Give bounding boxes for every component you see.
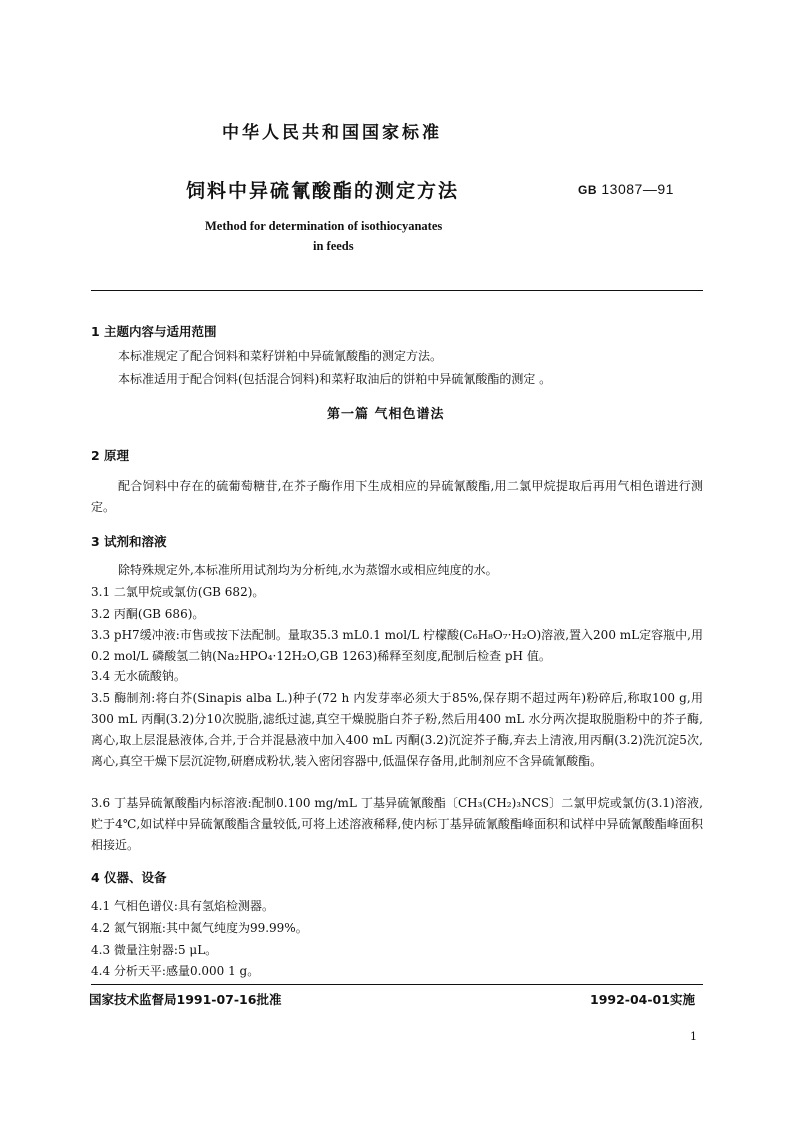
standard-code-prefix: GB bbox=[578, 183, 597, 197]
section-3-item-2: 3.2 丙酮(GB 686)。 bbox=[91, 607, 205, 621]
english-title-line2: in feeds bbox=[313, 239, 354, 253]
section-1-line-1: 本标准规定了配合饲料和菜籽饼粕中异硫氰酸酯的测定方法。 bbox=[118, 349, 443, 363]
section-1-line-2: 本标准适用于配合饲料(包括混合饲料)和菜籽取油后的饼粕中异硫氰酸酯的测定 。 bbox=[118, 372, 552, 386]
standard-code-number: 13087—91 bbox=[601, 181, 674, 197]
standard-code bbox=[578, 181, 674, 197]
section-1-heading: 1 主题内容与适用范围 bbox=[91, 324, 217, 339]
section-2-heading: 2 原理 bbox=[91, 448, 130, 463]
section-3-item-6: 3.6 丁基异硫氰酸酯内标溶液:配制0.100 mg/mL 丁基异硫氰酸酯〔CH₃(CH₂)₃NCS〕二氯甲烷或氯仿(3.1)溶液,贮于4℃,如试样中异硫氰酸酯含量较低,可将上述溶液稀释,使内标丁基异硫氰酸酯峰面积和试样中异硫氰酸酯峰面积相接近。 bbox=[91, 796, 703, 852]
english-title-line1: Method for determination of isothiocyanates bbox=[205, 219, 443, 233]
section-3-item-4: 3.4 无水硫酸钠。 bbox=[91, 669, 186, 683]
footer-rule bbox=[91, 984, 703, 985]
document-title: 饲料中异硫氰酸酯的测定方法 bbox=[186, 180, 460, 202]
section-4-item-3: 4.3 微量注射器:5 μL。 bbox=[91, 943, 218, 957]
section-3-heading: 3 试剂和溶液 bbox=[91, 534, 167, 549]
header-rule bbox=[91, 290, 703, 291]
section-4-item-2: 4.2 氮气钢瓶:其中氮气纯度为99.99%。 bbox=[91, 921, 308, 935]
section-4-heading: 4 仪器、设备 bbox=[91, 870, 167, 885]
effective-date: 1992-04-01实施 bbox=[590, 992, 695, 1007]
section-3-item-1: 3.1 二氯甲烷或氯仿(GB 682)。 bbox=[91, 585, 265, 599]
standard-name: 中华人民共和国国家标准 bbox=[222, 123, 442, 143]
section-3-item-3: 3.3 pH7缓冲液:市售或按下法配制。量取35.3 mL0.1 mol/L 柠檬酸(C₆H₈O₇·H₂O)溶液,置入200 mL定容瓶中,用0.2 mol/L 磷酸氢二钠(Na₂HPO₄·12H₂O,GB 1263)稀释至刻度,配制后检查 pH 值。 bbox=[91, 628, 703, 663]
section-3-intro: 除特殊规定外,本标准所用试剂均为分析纯,水为蒸馏水或相应纯度的水。 bbox=[118, 563, 498, 577]
section-2-text: 配合饲料中存在的硫葡萄糖苷,在芥子酶作用下生成相应的异硫氰酸酯,用二氯甲烷提取后再用气相色谱进行测定。 bbox=[91, 479, 703, 514]
approval-date: 国家技术监督局1991-07-16批准 bbox=[89, 992, 282, 1007]
part-title: 第一篇 气相色谱法 bbox=[327, 407, 445, 422]
section-4-item-4: 4.4 分析天平:感量0.000 1 g。 bbox=[91, 964, 260, 978]
section-4-item-1: 4.1 气相色谱仪:具有氢焰检测器。 bbox=[91, 899, 274, 913]
section-3-item-5: 3.5 酶制剂:将白芥(Sinapis alba L.)种子(72 h 内发芽率必须大于85%,保存期不超过两年)粉碎后,称取100 g,用300 mL 丙酮(3.2)分10次脱脂,滤纸过滤,真空干燥脱脂白芥子粉,然后用400 mL 水分两次提取脱脂粉中的芥子酶,离心,取上层混悬液体,合并,于合并混悬液中加入400 mL 丙酮(3.2)沉淀芥子酶,弃去上清液,用丙酮(3.2)洗沉淀5次,离心,真空干燥下层沉淀物,研磨成粉状,装入密闭容器中,低温保存备用,此制剂应不含异硫氰酸酯。 bbox=[91, 691, 703, 768]
page-number: 1 bbox=[690, 1030, 697, 1043]
